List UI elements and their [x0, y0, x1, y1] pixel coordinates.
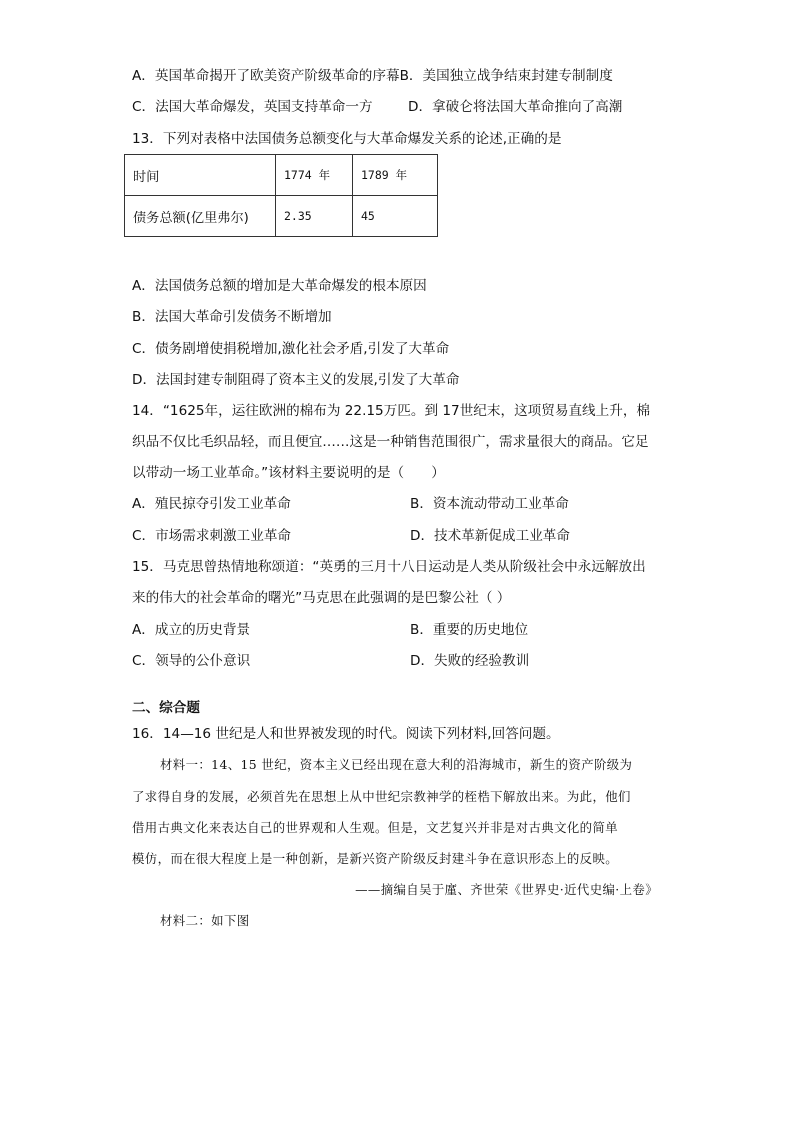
table-row	[125, 196, 438, 237]
debt-table	[124, 154, 438, 237]
q14-option-b: B．资本流动带动工业革命	[410, 496, 569, 512]
q14-option-c: C．市场需求刺激工业革命	[132, 528, 292, 544]
q15-option-d: D．失败的经验教训	[410, 653, 530, 669]
q14-stem-line: 以带动一场工业革命。”该材料主要说明的是（ ）	[132, 465, 445, 481]
material1-line: 材料一：14、15 世纪，资本主义已经出现在意大利的沿海城市，新生的资产阶级为	[160, 757, 633, 772]
q15-option-b: B．重要的历史地位	[410, 622, 529, 638]
material1-source: ——摘编自吴于廑、齐世荣《世界史·近代史编·上卷》	[355, 882, 658, 897]
q13-option-a: A．法国债务总额的增加是大革命爆发的根本原因	[132, 278, 427, 294]
q13-stem: 13．下列对表格中法国债务总额变化与大革命爆发关系的论述,正确的是	[132, 131, 562, 147]
q15-option-c: C．领导的公仆意识	[132, 653, 251, 669]
table-row	[125, 155, 438, 196]
q13-option-d: D．法国封建专制阻碍了资本主义的发展,引发了大革命	[132, 372, 460, 388]
material1-line: 了求得自身的发展，必须首先在思想上从中世纪宗教神学的桎梏下解放出来。为此，他们	[132, 789, 631, 804]
table-cell: 45	[353, 196, 438, 237]
q14-option-a: A．殖民掠夺引发工业革命	[132, 496, 291, 512]
q15-stem-line: 来的伟大的社会革命的曙光”马克思在此强调的是巴黎公社（ ）	[132, 590, 511, 606]
material1-line: 借用古典文化来表达自己的世界观和人生观。但是，文艺复兴并非是对古典文化的简单	[132, 820, 619, 835]
q12-option-d: D．拿破仑将法国大革命推向了高潮	[408, 99, 623, 115]
table-cell: 2.35	[276, 196, 353, 237]
table-cell: 1789 年	[353, 155, 438, 196]
q13-option-c: C．债务剧增使捐税增加,激化社会矛盾,引发了大革命	[132, 341, 450, 357]
section-heading: 二、综合题	[132, 700, 200, 716]
q16-stem: 16．14—16 世纪是人和世界被发现的时代。阅读下列材料,回答问题。	[132, 726, 560, 742]
q12-option-ab: A．英国革命揭开了欧美资产阶级革命的序幕B．美国独立战争结束封建专制制度	[132, 68, 613, 84]
table-cell: 1774 年	[276, 155, 353, 196]
q13-option-b: B．法国大革命引发债务不断增加	[132, 309, 332, 325]
q14-stem-line: 14．“1625年，运往欧洲的棉布为 22.15万匹。到 17世纪末，这项贸易直线上升，棉	[132, 403, 651, 419]
q12-option-c: C．法国大革命爆发，英国支持革命一方	[132, 99, 373, 115]
q14-stem-line: 织品不仅比毛织品轻，而且便宜……这是一种销售范围很广，需求量很大的商品。它足	[132, 434, 649, 450]
table-cell: 时间	[125, 155, 276, 196]
q14-option-d: D．技术革新促成工业革命	[410, 528, 570, 544]
q15-option-a: A．成立的历史背景	[132, 622, 251, 638]
table-cell: 债务总额(亿里弗尔)	[125, 196, 276, 237]
material1-line: 模仿，而在很大程度上是一种创新，是新兴资产阶级反封建斗争在意识形态上的反映。	[132, 851, 619, 866]
q15-stem-line: 15．马克思曾热情地称颂道：“英勇的三月十八日运动是人类从阶级社会中永远解放出	[132, 559, 646, 575]
material2-label: 材料二：如下图	[160, 913, 250, 928]
